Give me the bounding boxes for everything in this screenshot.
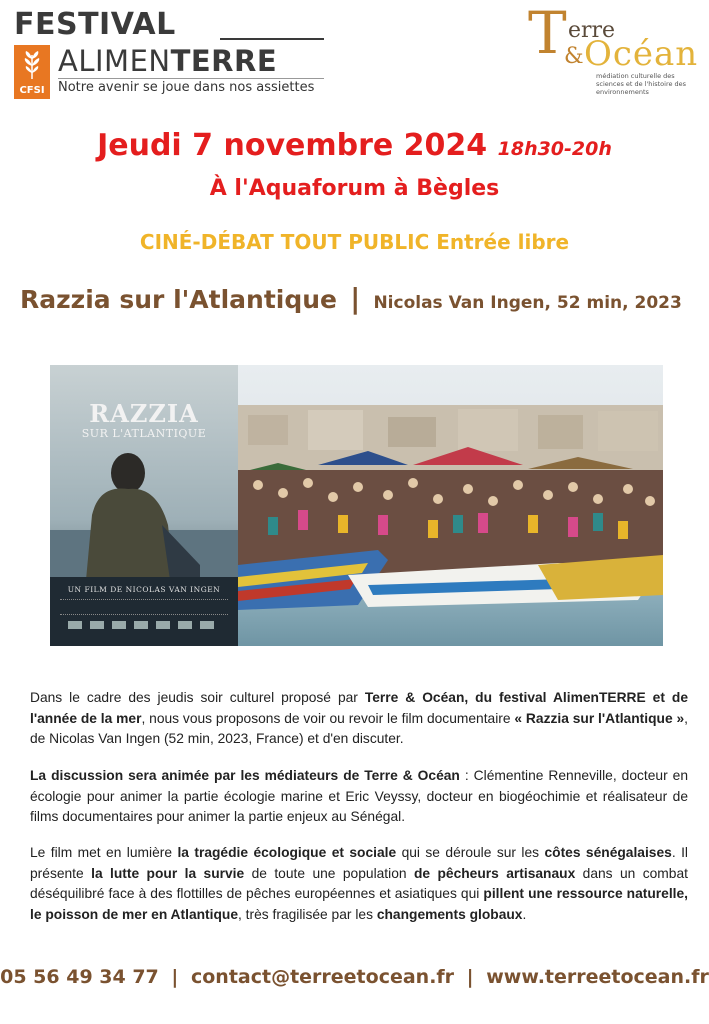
alimenterre-wordmark	[58, 45, 277, 77]
logo-ocean: Océan	[584, 34, 699, 74]
festival-word: FESTIVAL	[14, 7, 176, 42]
film-heading	[20, 282, 700, 315]
paragraph-speakers	[30, 766, 688, 828]
text-run: de pêcheurs artisanaux	[413, 865, 576, 881]
wheat-icon	[20, 49, 44, 79]
logo-ampersand: &	[564, 44, 584, 69]
film-separator: |	[350, 282, 361, 315]
cfsi-logo	[14, 45, 50, 99]
logo-underline	[58, 78, 324, 79]
paragraph-intro	[30, 688, 688, 750]
text-run: qui se déroule sur les	[396, 845, 545, 860]
logo-erre: erre	[568, 18, 616, 43]
event-time: 18h30-20h	[497, 138, 612, 160]
contact-separator: |	[171, 966, 179, 988]
text-run: .	[522, 906, 527, 922]
festival-alimenterre-logo	[14, 7, 324, 98]
terre-part: TERRE	[170, 44, 278, 78]
event-type: CINÉ-DÉBAT TOUT PUBLIC Entrée libre	[139, 230, 570, 254]
text-run: , de Nicolas Van Ingen (52 min, 2023, France) et d'en discuter.	[30, 710, 688, 746]
text-run: Dans le cadre des jeudis soir culturel proposé par	[30, 690, 365, 705]
crowd-and-boats-illustration	[238, 365, 663, 646]
cfsi-label: CFSI	[19, 85, 45, 96]
text-run: La discussion sera animée par les médiateurs de Terre & Océan	[30, 768, 460, 783]
text-run: côtes sénégalaises	[544, 845, 672, 860]
logo-rule	[220, 38, 324, 40]
contact-phone[interactable]: 05 56 49 34 77	[0, 966, 159, 988]
text-run: , très fragilisée par les	[238, 906, 377, 922]
film-meta: Nicolas Van Ingen, 52 min, 2023	[373, 293, 682, 313]
text-run: la tragédie écologique et sociale	[177, 845, 397, 860]
text-run: dans un combat déséquilibré face à des flottilles de pêches européennes et asiatiques qui	[30, 865, 688, 901]
poster-title-1: RAZZIA	[89, 399, 199, 428]
text-run: pillent une ressource naturelle, le poisson de mer en Atlantique	[30, 886, 689, 922]
logo-letter-t: T	[528, 0, 567, 67]
poster-title-2: SUR L'ATLANTIQUE	[81, 427, 207, 440]
festival-tagline: Notre avenir se joue dans nos assiettes	[58, 80, 315, 95]
event-place: À l'Aquaforum à Bègles	[209, 176, 500, 201]
terre-ocean-logo	[520, 0, 700, 100]
paragraph-synopsis	[30, 843, 688, 925]
alimen-part: ALIMEN	[58, 44, 171, 78]
text-run: « Razzia sur l'Atlantique »	[514, 710, 685, 726]
poster-small-credits	[60, 599, 228, 615]
text-run: : Clémentine Renneville, docteur en écologie pour animer la partie écologie marine et Eric Veyssy, docteur en biogéochimie et réalisateur de films documentaires pour animer la partie enjeux au Sénégal.	[30, 768, 688, 824]
text-run: de toute une population	[244, 865, 414, 881]
contact-separator: |	[466, 966, 474, 988]
poster-partner-logos	[68, 621, 220, 629]
event-date-line	[0, 128, 709, 163]
text-run: Le film met en lumière	[30, 845, 178, 860]
poster-credit: UN FILM DE NICOLAS VAN INGEN	[67, 585, 221, 594]
text-run: . Il présente	[30, 845, 688, 881]
contact-website[interactable]: www.terreetocean.fr	[486, 966, 709, 988]
logo-subtitle: médiation culturelle des sciences et de l'histoire des environnements	[596, 72, 687, 96]
text-run: Terre & Océan, du festival AlimenTERRE et de l'année de la mer	[30, 690, 688, 726]
film-title: Razzia sur l'Atlantique	[20, 285, 338, 314]
event-date: Jeudi 7 novembre 2024	[97, 128, 488, 163]
fishing-market-photo	[238, 365, 663, 646]
contact-footer	[0, 966, 709, 988]
film-poster	[50, 365, 238, 646]
text-run: la lutte pour la survie	[91, 865, 245, 881]
contact-email[interactable]: contact@terreetocean.fr	[190, 966, 455, 988]
text-run: changements globaux	[376, 906, 523, 922]
text-run: , nous vous proposons de voir ou revoir le film documentaire	[141, 710, 515, 726]
